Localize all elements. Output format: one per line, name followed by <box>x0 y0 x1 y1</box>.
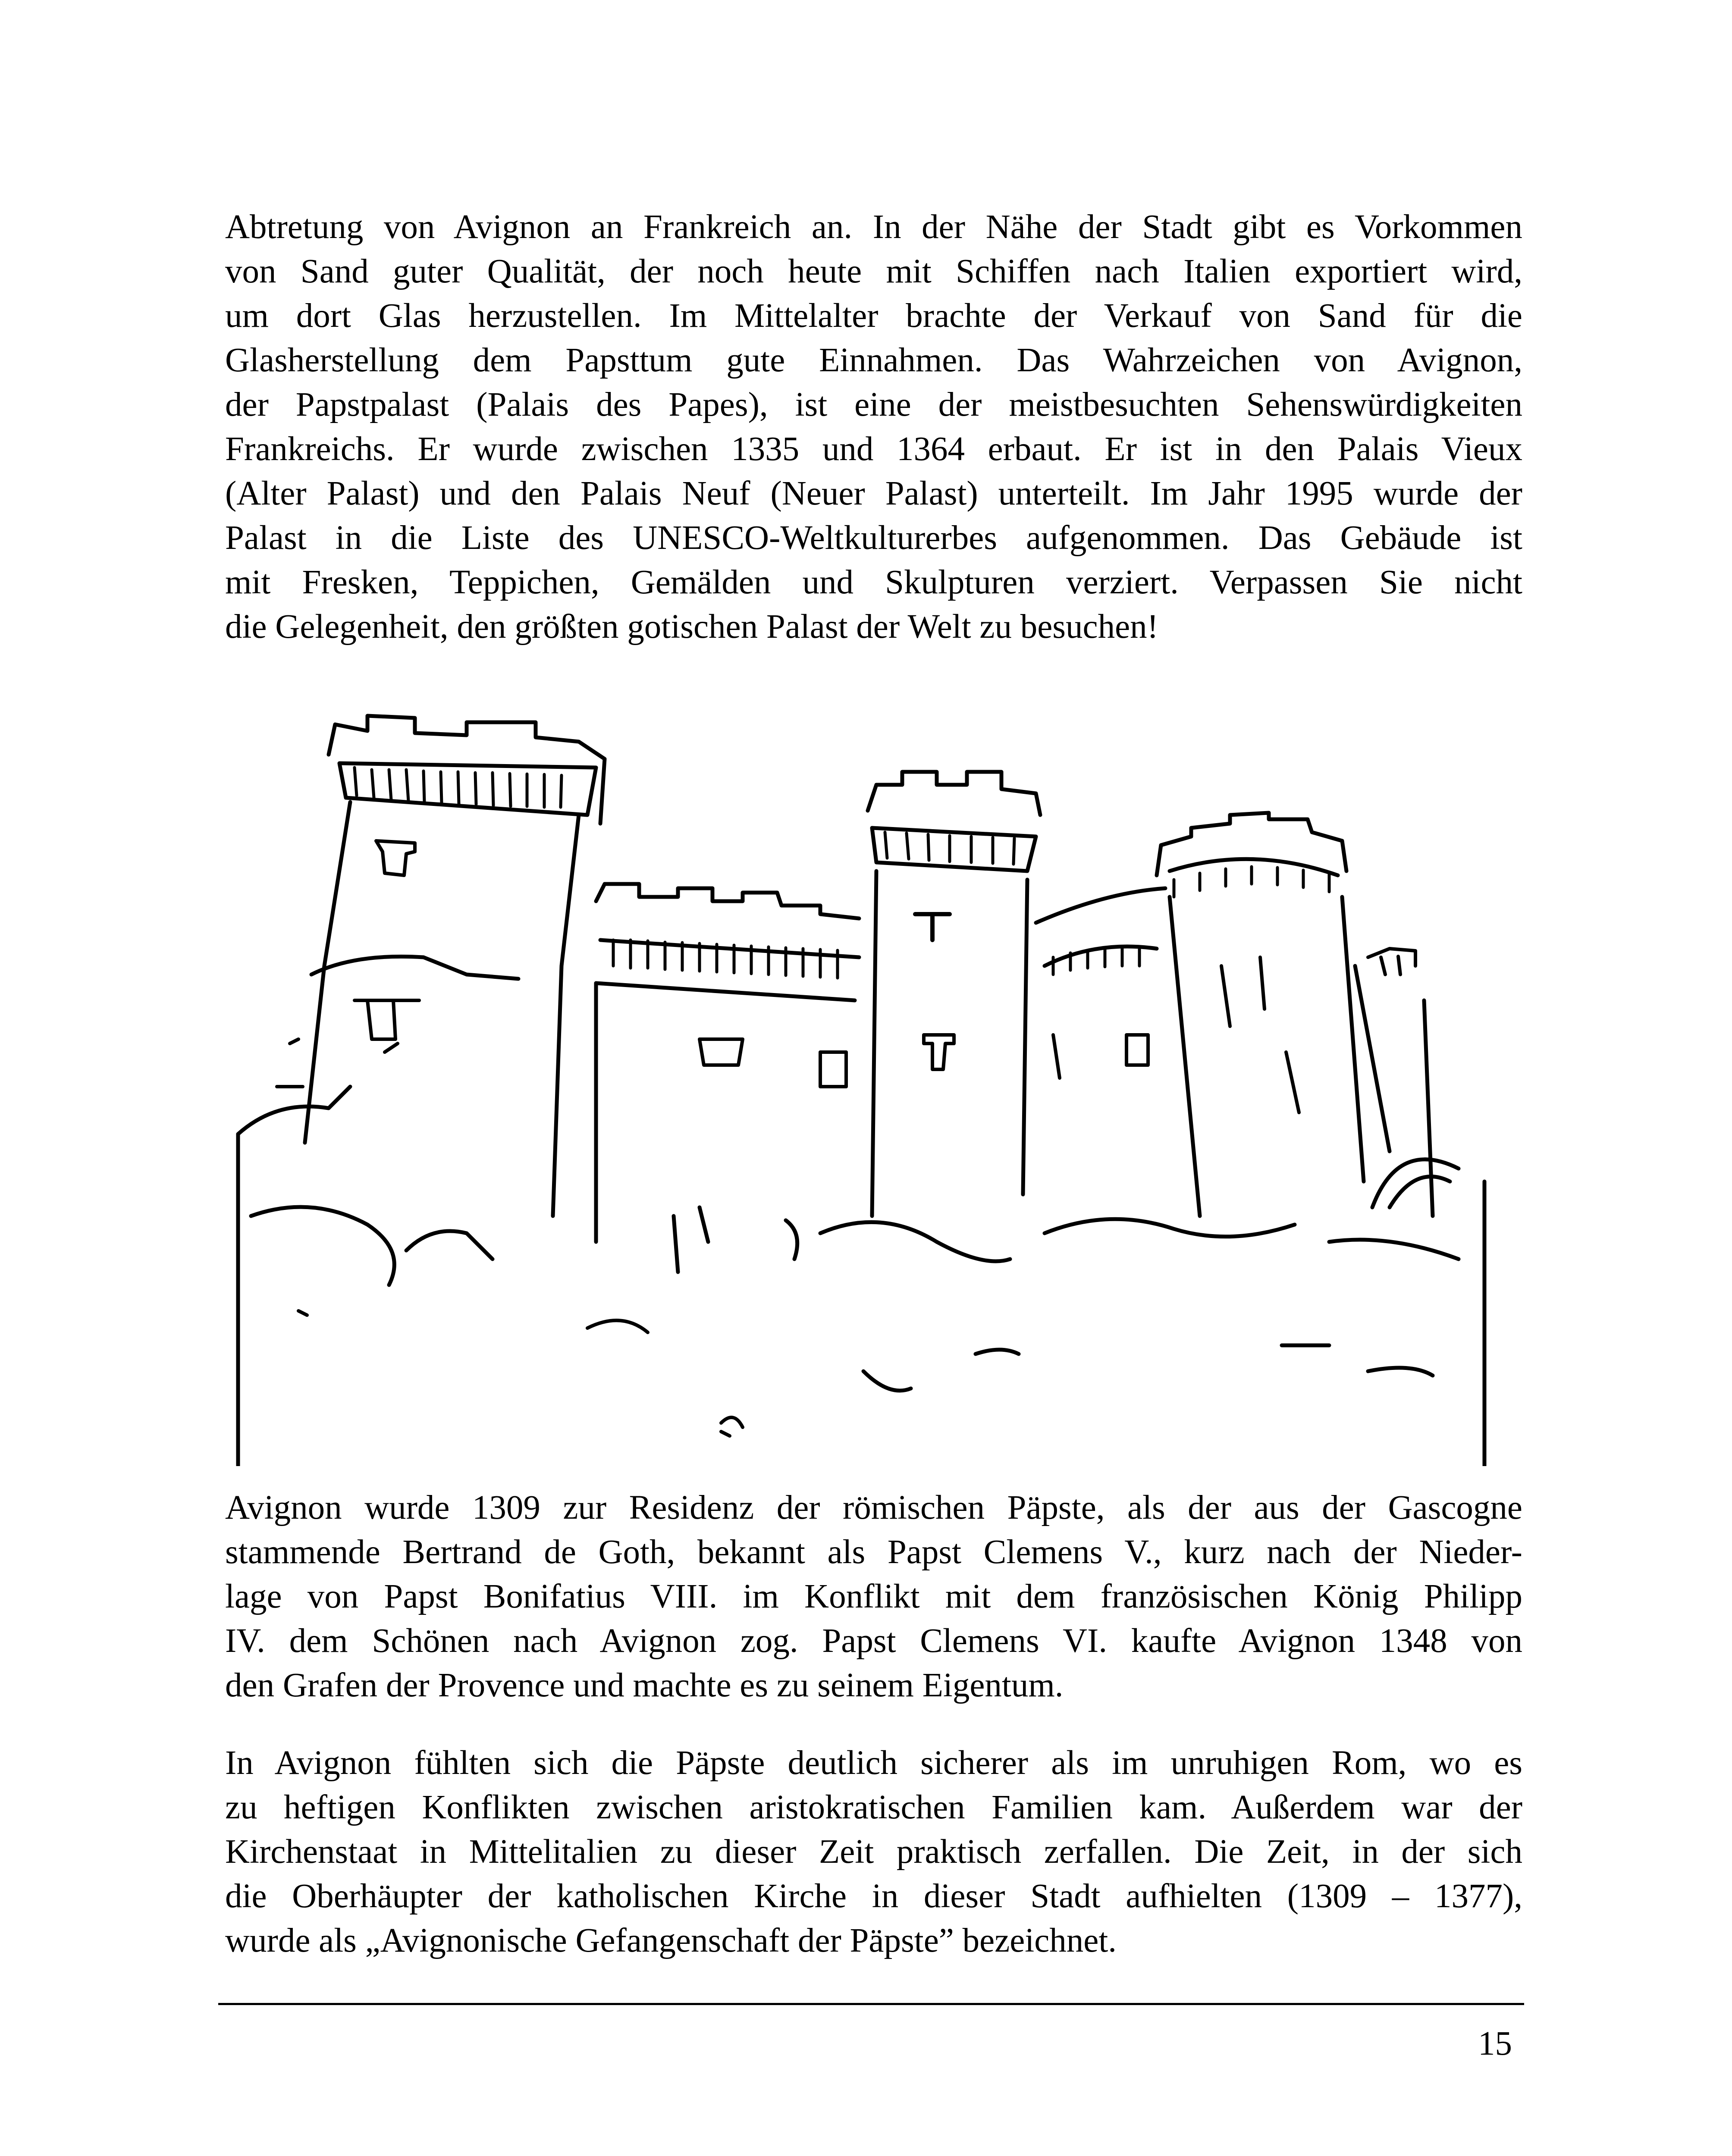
text-line: Glasherstellung dem Papsttum gute Einnahmen. Das Wahrzeichen von Avignon, <box>225 342 1522 379</box>
text-line: mit Fresken, Teppichen, Gemälden und Skulpturen verziert. Verpassen Sie nicht <box>225 564 1522 601</box>
paragraph-papacy <box>225 1741 1522 1963</box>
text-line: Kirchenstaat in Mittelitalien zu dieser Zeit praktisch zerfallen. Die Zeit, in der sich <box>225 1833 1522 1871</box>
footer-divider <box>218 2003 1524 2005</box>
text-line: Avignon wurde 1309 zur Residenz der römischen Päpste, als der aus der Gascogne <box>225 1489 1522 1526</box>
text-line: die Oberhäupter der katholischen Kirche in dieser Stadt aufhielten (1309 – 1377), <box>225 1877 1522 1915</box>
text-line: wurde als „Avignonische Gefangenschaft der Päpste” bezeichnet. <box>225 1922 1117 1959</box>
text-line: Palast in die Liste des UNESCO-Weltkulturerbes aufgenommen. Das Gebäude ist <box>225 519 1522 557</box>
text-line: um dort Glas herzustellen. Im Mittelalter brachte der Verkauf von Sand für die <box>225 297 1522 335</box>
castle-line-drawing-icon <box>225 699 1497 1466</box>
text-line: (Alter Palast) und den Palais Neuf (Neuer Palast) unterteilt. Im Jahr 1995 wurde der <box>225 475 1522 512</box>
text-line: den Grafen der Provence und machte es zu seinem Eigentum. <box>225 1667 1064 1704</box>
page-number: 15 <box>1478 2025 1512 2062</box>
text-line: lage von Papst Bonifatius VIII. im Konflikt mit dem französischen König Philipp <box>225 1578 1522 1615</box>
text-line: IV. dem Schönen nach Avignon zog. Papst Clemens VI. kaufte Avignon 1348 von <box>225 1622 1522 1660</box>
text-line: Frankreichs. Er wurde zwischen 1335 und 1364 erbaut. Er ist in den Palais Vieux <box>225 430 1522 468</box>
text-line: die Gelegenheit, den größten gotischen Palast der Welt zu besuchen! <box>225 608 1158 646</box>
text-line: zu heftigen Konflikten zwischen aristokratischen Familien kam. Außerdem war der <box>225 1789 1522 1826</box>
text-line: Abtretung von Avignon an Frankreich an. In der Nähe der Stadt gibt es Vorkommen <box>225 208 1522 246</box>
paragraph-intro <box>225 205 1522 649</box>
text-line: stammende Bertrand de Goth, bekannt als Papst Clemens V., kurz nach der Nieder- <box>225 1533 1522 1571</box>
text-line: der Papstpalast (Palais des Papes), ist eine der meistbesuchten Sehenswürdigkeiten <box>225 386 1522 423</box>
text-line: In Avignon fühlten sich die Päpste deutlich sicherer als im unruhigen Rom, wo es <box>225 1744 1522 1782</box>
text-line: von Sand guter Qualität, der noch heute mit Schiffen nach Italien exportiert wird, <box>225 253 1522 290</box>
paragraph-history <box>225 1485 1522 1708</box>
